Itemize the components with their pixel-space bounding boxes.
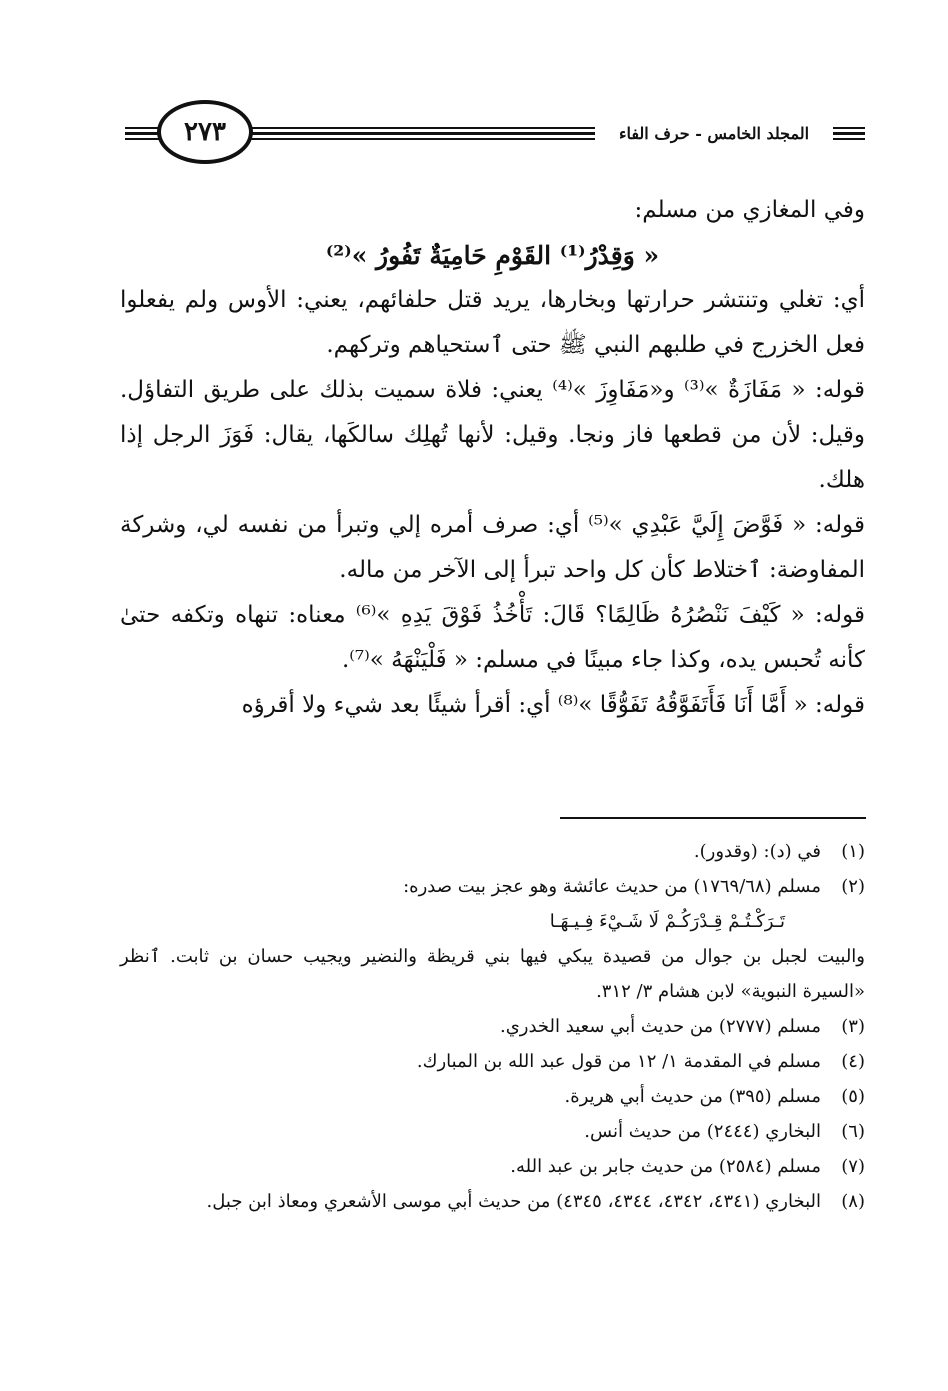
- paragraph: أي: تغلي وتنتشر حرارتها وبخارها، يريد قتل حلفائهم، يعني: الأوس ولم يفعلوا فعل الخزرج في طلبهم النبي ﷺ حتى ٱستحياهم وتركهم.: [120, 287, 865, 358]
- paragraph: قوله: « مَفَازَةٌ »⁽³⁾ و«مَفَاوِزَ »⁽⁴⁾ يعني: فلاة سميت بذلك على طريق التفاؤل. وقيل: لأن من قطعها فاز ونجا. وقيل: لأنها تُهلِك سالكَها، يقال: فَوَزَ الرجل إذا هلك.: [120, 377, 865, 493]
- running-title: المجلد الخامس - حرف الفاء: [595, 124, 833, 143]
- footnote-number: (١): [841, 841, 865, 862]
- footnote: [120, 1114, 865, 1149]
- footnote-text: مسلم (٢٥٨٤) من حديث جابر بن عبد الله.: [510, 1156, 821, 1177]
- footnote-number: (٢): [841, 876, 865, 897]
- footnotes: [120, 834, 865, 1219]
- page-header: [125, 100, 865, 172]
- footnote-verse: تَـرَكْـتُـمْ قِـدْرَكُـمْ لَا شَـيْءَ فِـيـهَـا: [549, 911, 785, 932]
- footnote-text: مسلم (٣٩٥) من حديث أبي هريرة.: [564, 1086, 821, 1107]
- footnote: [120, 1149, 865, 1184]
- footnote-text: مسلم في المقدمة ١/ ١٢ من قول عبد الله بن المبارك.: [416, 1051, 821, 1072]
- footnote-text: البخاري (٤٣٤١، ٤٣٤٢، ٤٣٤٤، ٤٣٤٥) من حديث أبي موسى الأشعري ومعاذ ابن جبل.: [206, 1191, 821, 1212]
- footnote: [120, 1184, 865, 1219]
- footnote: [120, 869, 865, 904]
- footnote-number: (٨): [841, 1191, 865, 1212]
- paragraph: قوله: « أَمَّا أَنَا فَأَتَفَوَّقُهُ تَفَوُّقًا »⁽⁸⁾ أي: أقرأ شيئًا بعد شيء ولا أقرؤه: [241, 692, 865, 718]
- footnote-number: (٦): [841, 1121, 865, 1142]
- footnote-number: (٧): [841, 1156, 865, 1177]
- footnote-text: مسلم (٢٧٧٧) من حديث أبي سعيد الخدري.: [499, 1016, 821, 1037]
- footnote-continuation: والبيت لجبل بن جوال من قصيدة يبكي فيها بني قريظة والنضير ويجيب حسان بن ثابت. ٱنظر «السيرة النبوية» لابن هشام ٣/ ٣١٢.: [120, 946, 865, 1002]
- paragraph: قوله: « فَوَّضَ إِلَيَّ عَبْدِي »⁽⁵⁾ أي: صرف أمره إلي وتبرأ من نفسه لي، وشركة المفاوضة: ٱختلاط كأن كل واحد تبرأ إلى الآخر من ماله.: [120, 512, 865, 583]
- footnote-divider: [560, 817, 866, 819]
- footnote-number: (٥): [841, 1086, 865, 1107]
- footnote-text: البخاري (٢٤٤٤) من حديث أنس.: [584, 1121, 821, 1142]
- main-text: [120, 188, 865, 728]
- footnote-text: في (د): (وقدور).: [693, 841, 821, 862]
- footnote: [120, 834, 865, 869]
- footnote: [120, 1009, 865, 1044]
- footnote-number: (٣): [841, 1016, 865, 1037]
- footnote: [120, 1044, 865, 1079]
- intro-line: وفي المغازي من مسلم:: [634, 197, 865, 223]
- paragraph: قوله: « كَيْفَ نَنْصُرُهُ ظَالِمًا؟ قَالَ: تَأْخُذُ فَوْقَ يَدِهِ »⁽⁶⁾ معناه: تنهاه وتكفه حتىٰ كأنه تُحبس يده، وكذا جاء مبينًا في مسلم: « فَلْيَنْهَهُ »⁽⁷⁾.: [120, 602, 866, 673]
- verse-line: « وَقِدْرُ⁽¹⁾ القَوْمِ حَامِيَةٌ تَفُورُ »⁽²⁾: [325, 241, 660, 270]
- page-number: ٢٧٣: [157, 100, 253, 164]
- footnote-text: مسلم (١٧٦٩/٦٨) من حديث عائشة وهو عجز بيت صدره:: [403, 876, 821, 897]
- footnote: [120, 1079, 865, 1114]
- footnote-number: (٤): [841, 1051, 865, 1072]
